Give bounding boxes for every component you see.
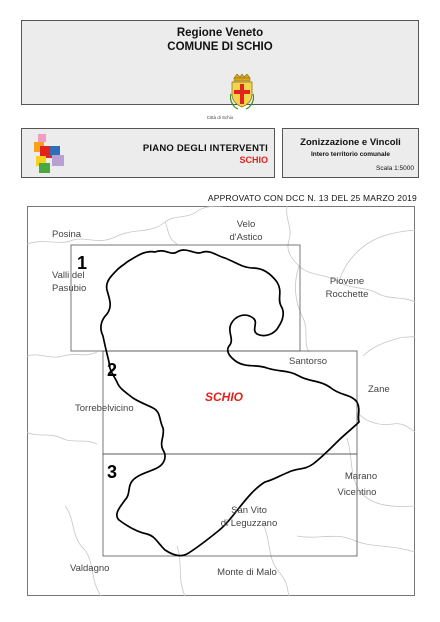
piano-interventi-logo-icon bbox=[31, 133, 71, 175]
town-valli-line-2: Pasubio bbox=[52, 283, 87, 294]
sheet-number-1: 1 bbox=[77, 253, 88, 273]
zoning-title: Zonizzazione e Vincoli bbox=[300, 137, 401, 148]
map-panel bbox=[27, 206, 415, 596]
plan-title: PIANO DEGLI INTERVENTI bbox=[142, 143, 268, 154]
crest-caption: Città di Schio bbox=[206, 115, 234, 120]
town-valli-line-1: Valli del bbox=[52, 270, 85, 281]
town-velo-line-2: d'Astico bbox=[229, 232, 263, 243]
sheet-number-3: 3 bbox=[107, 462, 118, 482]
zoning-box bbox=[282, 128, 419, 178]
comune-title: COMUNE DI SCHIO bbox=[167, 41, 273, 53]
town-marano-line-2: Vicentino bbox=[337, 487, 377, 498]
town-santorso: Santorso bbox=[289, 356, 328, 367]
coat-of-arms-icon bbox=[230, 74, 254, 112]
sheet-number-2: 2 bbox=[107, 360, 118, 380]
city-label: SCHIO bbox=[205, 390, 244, 404]
plan-box bbox=[21, 128, 275, 178]
region-title: Regione Veneto bbox=[176, 27, 264, 39]
town-velo-line-1: Velo bbox=[236, 219, 256, 230]
town-piovene-line-1: Piovene bbox=[329, 276, 365, 287]
town-marano-line-1: Marano bbox=[344, 471, 378, 482]
town-piovene-line-2: Rocchette bbox=[325, 289, 369, 300]
town-valdagno: Valdagno bbox=[70, 563, 110, 574]
town-posina: Posina bbox=[52, 229, 82, 240]
approval-note: APPROVATO CON DCC N. 13 DEL 25 MARZO 2019 bbox=[207, 193, 417, 203]
town-sanvito-line-1: San Vito bbox=[231, 505, 267, 516]
header-box bbox=[21, 20, 419, 120]
plan-city: SCHIO bbox=[239, 155, 268, 165]
town-zane: Zane bbox=[368, 384, 390, 395]
town-torrebelvicino: Torrebelvicino bbox=[75, 403, 134, 414]
zoning-subtitle: Intero territorio comunale bbox=[310, 151, 391, 158]
town-sanvito-line-2: di Leguzzano bbox=[220, 518, 278, 529]
town-monte-di-malo: Monte di Malo bbox=[217, 567, 277, 578]
zoning-scale: Scala 1:5000 bbox=[376, 165, 414, 172]
